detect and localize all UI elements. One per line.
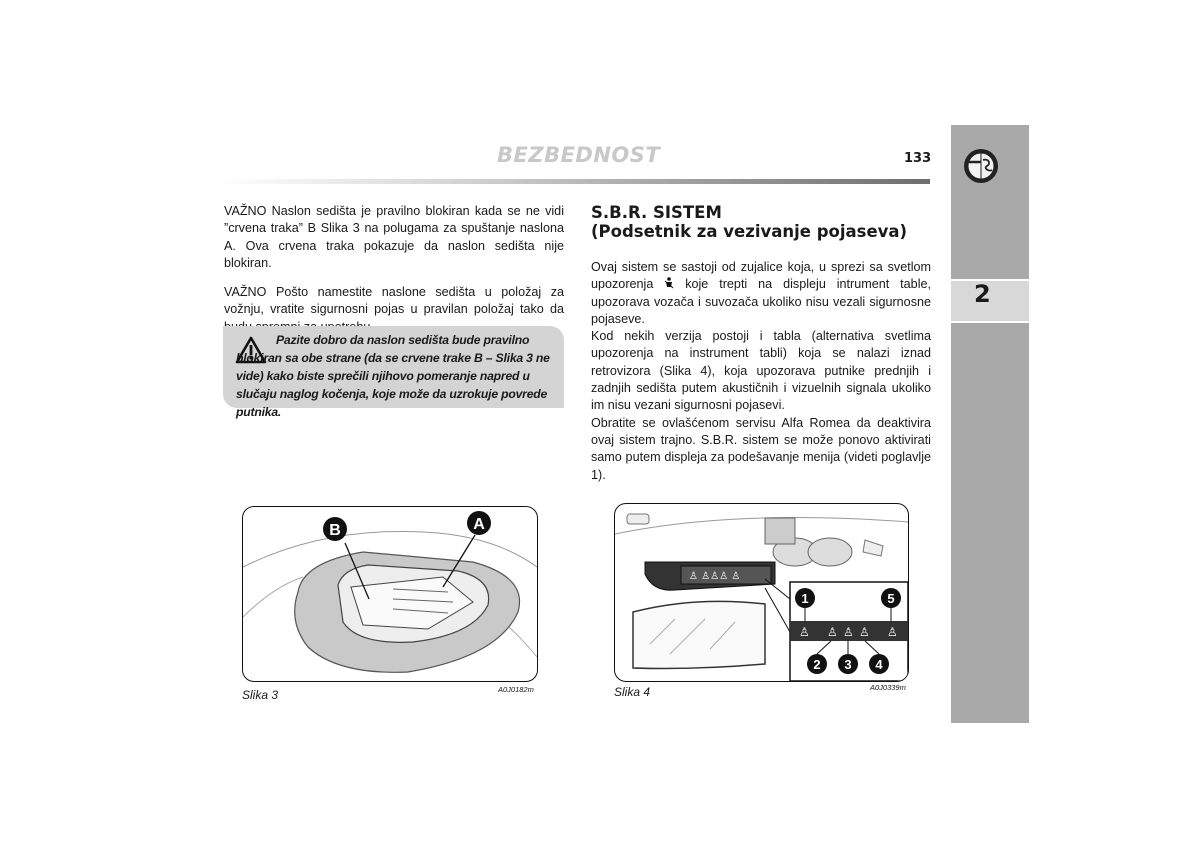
section-title-line-2: (Podsetnik za vezivanje pojaseva) [591, 222, 908, 241]
figure-3-code: A0J0182m [498, 685, 534, 694]
label-4: 4 [875, 657, 883, 672]
header-rule [222, 179, 930, 184]
warning-text: Pazite dobro da naslon sedišta bude pravilno blokiran sa obe strane (da se crvene trake B – Slika 3 ne vide) kako biste sprečili njihovo pomeranje napred u slučaju naglog kočenja, koje može da uzrokuje povrede putnika. [236, 333, 550, 419]
figure-4 [614, 503, 909, 682]
chapter-sidebar [951, 125, 1029, 723]
label-a: A [473, 516, 485, 533]
label-b: B [329, 522, 341, 539]
label-5: 5 [887, 591, 895, 606]
sbr-overhead-panel-illustration [615, 504, 908, 681]
svg-text:♙: ♙ [843, 625, 854, 639]
svg-text:♙: ♙ [887, 625, 898, 639]
svg-text:♙: ♙ [827, 625, 838, 639]
right-column [591, 203, 931, 484]
figure-3 [242, 506, 538, 682]
page-header-title: BEZBEDNOST [497, 143, 661, 167]
sbr-paragraph-1a: Ovaj sistem se sastoji od zujalice koja, u sprezi sa svetlom upozorenja [591, 260, 931, 292]
section-title-line-1: S.B.R. SISTEM [591, 203, 722, 222]
paragraph-important-1: VAŽNO Naslon sedišta je pravilno blokiran kada se ne vidi ”crvena traka” B Slika 3 na polugama za spuštanje naslona A. Ova crvena traka pokazuje da naslon sedišta nije blokiran. [224, 204, 564, 270]
svg-text:♙ ♙♙♙ ♙: ♙ ♙♙♙ ♙ [689, 571, 741, 582]
sbr-paragraph-1b: koje trepti na displeju intrument table, upozorava vozača i suvozača ukoliko nisu vezali sigurnosne pojaseve. [591, 277, 931, 326]
label-3: 3 [844, 657, 852, 672]
seatbelt-warning-icon [664, 277, 674, 289]
chapter-number: 2 [974, 280, 991, 308]
page-number: 133 [904, 151, 932, 166]
sbr-paragraph-2: Kod nekih verzija postoji i tabla (alternativa svetlima upozorenja na instrument tabli) koja se nalazi iznad retrovizora (Slika 4), koja upozorava putnike prednjih i zadnjih sedišta putem akustičnih i vizuelnih signala ukoliko im nisu vezani sigurnosni pojasevi. [591, 329, 931, 413]
label-2: 2 [813, 657, 821, 672]
paragraph-important-2: VAŽNO Pošto namestite naslone sedišta u položaj za vožnju, vratite sigurnosni pojas u pravilan položaj tako da [224, 285, 564, 317]
svg-text:♙: ♙ [799, 625, 810, 639]
figure-4-code: A0J0339m [870, 683, 906, 692]
svg-text:♙: ♙ [859, 625, 870, 639]
sbr-paragraph-3: Obratite se ovlašćenom servisu Alfa Romea da deaktivira ovaj sistem trajno. S.B.R. sistem se može ponovo aktivirati samo putem displeja za podešavanje menija (videti poglavlje 1). [591, 415, 931, 482]
label-1: 1 [801, 591, 809, 606]
figure-4-caption: Slika 4 [614, 685, 651, 699]
section-title [591, 203, 931, 241]
seat-release-lever-illustration [243, 507, 537, 681]
figure-3-caption: Slika 3 [242, 688, 279, 702]
alfa-romeo-logo-icon [963, 148, 999, 184]
warning-box [223, 326, 564, 419]
sbr-paragraph-1 [591, 259, 931, 328]
